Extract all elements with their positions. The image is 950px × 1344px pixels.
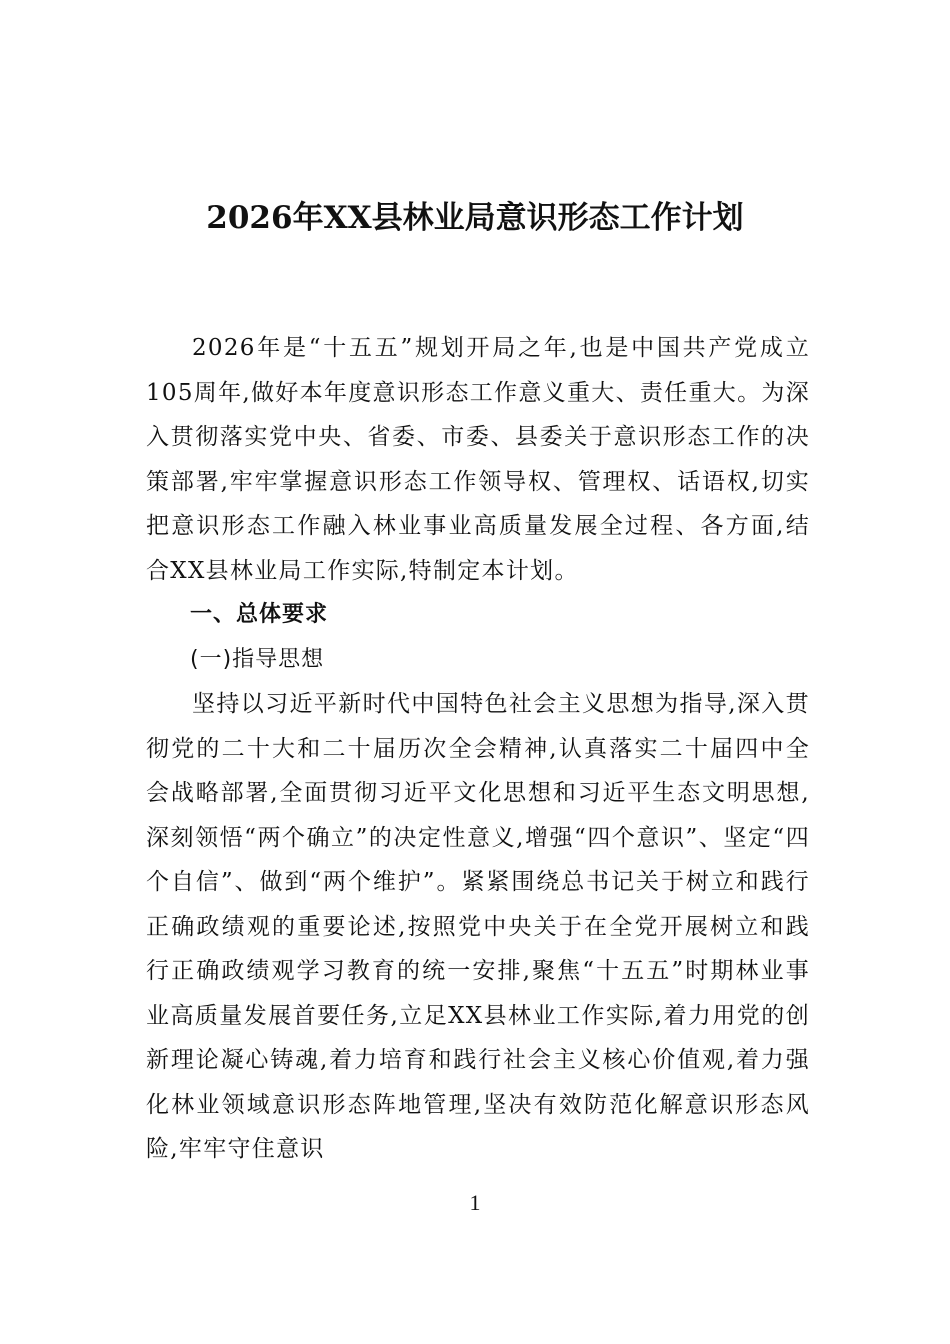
section-heading: 一、总体要求 (190, 602, 329, 627)
guiding-ideology-paragraph: 坚持以习近平新时代中国特色社会主义思想为指导,深入贯彻党的二十大和二十届历次全会精神,认真落实二十届四中全会战略部署,全面贯彻习近平文化思想和习近平生态文明思想,深刻领悟“两个确立”的决定性意义,增强“四个意识”、坚定“四个自信”、做到“两个维护”。紧紧围绕总书记关于树立和践行正确政绩观的重要论述,按照党中央关于在全党开展树立和践行正确政绩观学习教育的统一安排,聚焦“十五五”时期林业事业高质量发展首要任务,立足XX县林业工作实际,着力用党的创新理论凝心铸魂,着力培育和践行社会主义核心价值观,着力强化林业领域意识形态阵地管理,坚决有效防范化解意识形态风险,牢牢守住意识 (146, 691, 810, 1162)
subsection-heading: (一)指导思想 (190, 646, 325, 672)
page-number: 1 (469, 1190, 481, 1215)
intro-paragraph: 2026年是“十五五”规划开局之年,也是中国共产党成立105周年,做好本年度意识形态工作意义重大、责任重大。为深入贯彻落实党中央、省委、市委、县委关于意识形态工作的决策部署,牢牢掌握意识形态工作领导权、管理权、话语权,切实把意识形态工作融入林业事业高质量发展全过程、各方面,结合XX县林业局工作实际,特制定本计划。 (146, 335, 810, 584)
document-body (146, 326, 810, 1172)
document-title: 2026年XX县林业局意识形态工作计划 (206, 200, 744, 236)
